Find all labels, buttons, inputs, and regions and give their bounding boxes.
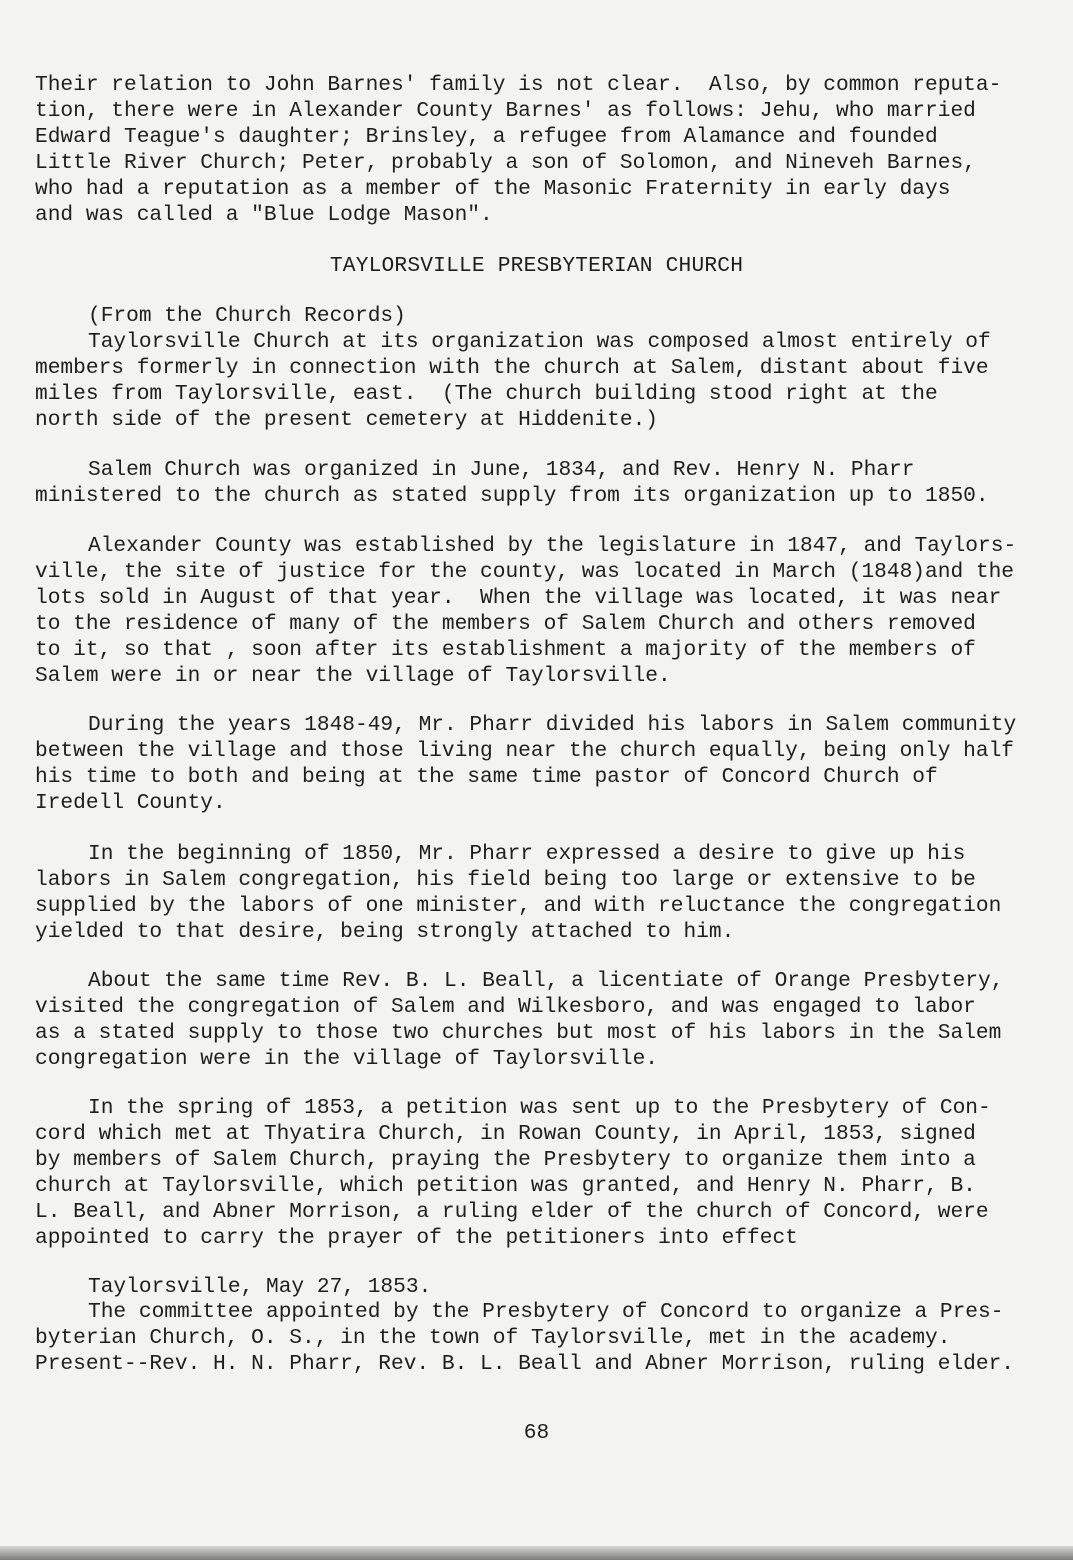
text-line: Little River Church; Peter, probably a son of Solomon, and Nineveh Barnes, — [35, 151, 976, 175]
text-line: In the spring of 1853, a petition was sent up to the Presbytery of Con- — [88, 1096, 991, 1120]
text-line: by members of Salem Church, praying the Presbytery to organize them into a — [35, 1148, 976, 1172]
text-line: The committee appointed by the Presbytery of Concord to organize a Pres- — [88, 1300, 1004, 1324]
text-line: About the same time Rev. B. L. Beall, a licentiate of Orange Presbytery, — [88, 969, 1004, 993]
text-line: Taylorsville Church at its organization was composed almost entirely of — [88, 330, 991, 354]
text-line: to the residence of many of the members of Salem Church and others removed — [35, 612, 976, 636]
text-line: as a stated supply to those two churches but most of his labors in the Salem — [35, 1021, 1002, 1045]
text-line: supplied by the labors of one minister, and with reluctance the congregation — [35, 894, 1002, 918]
text-line: yielded to that desire, being strongly attached to him. — [35, 920, 735, 944]
text-line: During the years 1848-49, Mr. Pharr divided his labors in Salem community — [88, 713, 1017, 737]
text-line: Salem Church was organized in June, 1834, and Rev. Henry N. Pharr — [88, 458, 915, 482]
text-line: and was called a "Blue Lodge Mason". — [35, 203, 493, 227]
text-line: his time to both and being at the same time pastor of Concord Church of — [35, 765, 938, 789]
text-line: byterian Church, O. S., in the town of Taylorsville, met in the academy. — [35, 1326, 951, 1350]
text-line: north side of the present cemetery at Hiddenite.) — [35, 408, 659, 432]
text-line: congregation were in the village of Taylorsville. — [35, 1047, 659, 1071]
text-line: ministered to the church as stated supply from its organization up to 1850. — [35, 484, 989, 508]
text-line: visited the congregation of Salem and Wilkesboro, and was engaged to labor — [35, 995, 976, 1019]
text-line: Salem were in or near the village of Taylorsville. — [35, 664, 671, 688]
text-line: L. Beall, and Abner Morrison, a ruling elder of the church of Concord, were — [35, 1200, 989, 1224]
text-line: who had a reputation as a member of the Masonic Fraternity in early days — [35, 177, 951, 201]
text-line: Alexander County was established by the legislature in 1847, and Taylors- — [88, 534, 1017, 558]
text-line: Their relation to John Barnes' family is not clear. Also, by common reputa- — [35, 73, 1002, 97]
text-line: Iredell County. — [35, 791, 226, 815]
text-line: Edward Teague's daughter; Brinsley, a refugee from Alamance and founded — [35, 125, 938, 149]
dateline: Taylorsville, May 27, 1853. — [88, 1275, 432, 1299]
text-line: to it, so that , soon after its establishment a majority of the members of — [35, 638, 976, 662]
text-line: Present--Rev. H. N. Pharr, Rev. B. L. Beall and Abner Morrison, ruling elder. — [35, 1352, 1015, 1376]
text-line: cord which met at Thyatira Church, in Rowan County, in April, 1853, signed — [35, 1122, 976, 1146]
page-number: 68 — [523, 1421, 550, 1445]
text-line: In the beginning of 1850, Mr. Pharr expressed a desire to give up his — [88, 842, 966, 866]
source-note: (From the Church Records) — [88, 304, 406, 328]
page-bottom-edge — [0, 1546, 1073, 1560]
section-heading: TAYLORSVILLE PRESBYTERIAN CHURCH — [329, 254, 744, 278]
text-line: lots sold in August of that year. When the village was located, it was near — [35, 586, 1002, 610]
text-line: miles from Taylorsville, east. (The church building stood right at the — [35, 382, 938, 406]
text-line: appointed to carry the prayer of the petitioners into effect — [35, 1226, 798, 1250]
text-line: labors in Salem congregation, his field being too large or extensive to be — [35, 868, 976, 892]
text-line: ville, the site of justice for the county, was located in March (1848)and the — [35, 560, 1015, 584]
text-line: members formerly in connection with the church at Salem, distant about five — [35, 356, 989, 380]
text-line: between the village and those living near the church equally, being only half — [35, 739, 1015, 763]
text-line: church at Taylorsville, which petition was granted, and Henry N. Pharr, B. — [35, 1174, 976, 1198]
text-line: tion, there were in Alexander County Barnes' as follows: Jehu, who married — [35, 99, 976, 123]
